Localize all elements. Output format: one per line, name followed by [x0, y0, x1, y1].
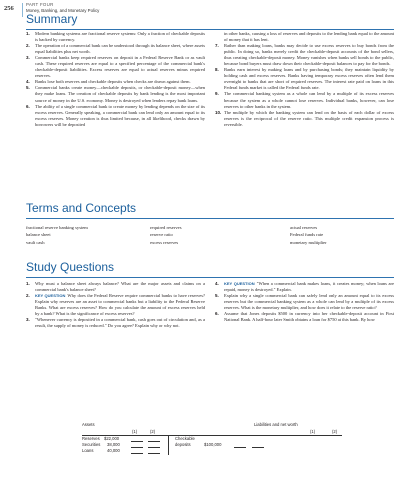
item-body: Banks earn interest by making loans and by purchasing bonds; they maintain liquidity by holding cash and excess reserves. Banks having temporary excess reserves often lend them overnight to banks that are short of required reserves. The interest rate paid on loans in this Federal funds market is called the Federal funds rate.	[224, 67, 394, 91]
part-label: PART FOUR	[26, 2, 54, 7]
item-text	[224, 293, 394, 311]
term: monetary multiplier	[290, 239, 327, 245]
asset-label: Securities	[82, 442, 101, 447]
item-body: in other banks, causing a loss of reserves and deposits to the lending bank equal to the amount of money that it has lent.	[224, 31, 394, 43]
item-number: 3.	[26, 317, 30, 323]
item-number: 5.	[215, 293, 219, 299]
key-question-label: KEY QUESTION	[35, 293, 66, 299]
answer-blank[interactable]	[252, 447, 264, 448]
list-item	[26, 55, 205, 79]
column-header: (1)	[132, 429, 138, 434]
item-text	[224, 281, 394, 293]
study-right-column	[215, 281, 394, 323]
column-header: (2)	[332, 429, 338, 434]
list-item	[26, 317, 205, 329]
summary-rule	[26, 29, 394, 30]
term: actual reserves	[290, 225, 318, 230]
study-heading: Study Questions	[26, 260, 115, 274]
item-text	[224, 31, 394, 43]
item-number: 4.	[26, 79, 30, 85]
study-left-column	[26, 281, 205, 329]
item-number: 4.	[215, 281, 219, 286]
item-number: 6.	[26, 103, 30, 109]
item-text	[35, 85, 205, 103]
item-body: The commercial banking system as a whole can lend by a multiple of its excess reserves because the system as a whole cannot lose reserves. Individual banks, however, can lose reserves to other banks in the system.	[224, 91, 394, 109]
list-item	[215, 311, 394, 323]
list-item	[26, 281, 205, 293]
list-item	[215, 110, 394, 128]
item-body: "Whenever currency is deposited in a commercial bank, cash goes out of circulation and, as a result, the supply of money is reduced." Do you agree? Explain why or why not.	[35, 317, 205, 329]
item-text	[35, 317, 205, 329]
item-text	[224, 67, 394, 91]
item-number: 6.	[215, 311, 219, 317]
item-body: Commercial banks create money—checkable deposits, or checkable-deposit money—when they make loans. The creation of checkable deposits by bank lending is the most important source of money in the U.S. economy. Money is destroyed when lenders repay bank loans.	[35, 85, 205, 103]
page-number: 256	[4, 5, 14, 12]
term: reserve ratio	[150, 232, 173, 238]
header-divider	[22, 3, 23, 17]
item-body: Why does the Federal Reserve require commercial banks to have reserves? Explain why reserves are an asset to commercial banks but a liability to the Federal Reserve Banks. What are excess reserves? How do you calculate the amount of excess reserves held by a bank? What is the significance of excess reserves?	[35, 293, 205, 317]
asset-value: 38,000	[107, 442, 120, 447]
item-body: Explain why a single commercial bank can safely lend only an amount equal to its excess reserves but the commercial banking system as a whole can lend by a multiple of its excess reserves. What is the monetary multiplier, and how does it relate to the reserve ratio?	[224, 293, 394, 311]
list-item	[26, 43, 205, 55]
column-header: (2)	[150, 429, 156, 434]
term: Federal funds rate	[290, 232, 324, 238]
item-text	[35, 293, 205, 317]
list-item	[26, 31, 205, 43]
list-item	[215, 91, 394, 109]
list-item	[215, 31, 394, 43]
item-number: 9.	[215, 91, 219, 97]
item-number	[215, 31, 224, 43]
liabilities-header: Liabilities and net worth	[254, 422, 298, 427]
item-number: 7.	[215, 43, 219, 49]
list-item	[215, 281, 394, 293]
item-body: "When a commercial bank makes loans, it creates money; when loans are repaid, money is destroyed." Explain.	[224, 281, 394, 293]
assets-header: Assets	[82, 422, 95, 427]
item-text	[224, 91, 394, 109]
answer-blank[interactable]	[131, 441, 143, 442]
item-text	[35, 104, 205, 128]
item-number: 2.	[26, 293, 30, 299]
item-body: The operation of a commercial bank can be understood through its balance sheet, where assets equal liabilities plus net worth.	[35, 43, 205, 55]
answer-blank[interactable]	[234, 447, 246, 448]
item-number: 8.	[215, 67, 219, 73]
item-text	[35, 43, 205, 55]
item-text	[35, 31, 205, 43]
asset-label: Loans	[82, 448, 94, 453]
terms-rule	[26, 218, 394, 219]
liability-value: $100,000	[204, 442, 222, 447]
item-text	[35, 281, 205, 293]
summary-right-column	[215, 31, 394, 128]
item-text	[224, 43, 394, 67]
item-body: Assume that Jones deposits $500 in currency into her checkable-deposit account in First National Bank. A half-hour later Smith obtains a loan for $750 at this bank. By how	[224, 311, 394, 323]
term: balance sheet	[26, 232, 51, 238]
answer-blank[interactable]	[148, 447, 160, 448]
answer-blank[interactable]	[131, 447, 143, 448]
term: excess reserves	[150, 239, 179, 245]
study-rule	[26, 277, 394, 278]
list-item	[26, 104, 205, 128]
list-item	[26, 85, 205, 103]
column-header: (1)	[310, 429, 316, 434]
item-body: Rather than making loans, banks may decide to use excess reserves to buy bonds from the public. In doing so, banks merely credit the checkable-deposit accounts of the bond sellers, thus creating checkable-deposit money. Money vanishes when banks sell bonds to the public, because bond buyers must draw down their checkable-deposit balances to pay for the bonds.	[224, 43, 394, 67]
list-item	[26, 293, 205, 317]
item-number: 1.	[26, 31, 30, 36]
table-divider	[168, 435, 169, 455]
key-question-label: KEY QUESTION	[224, 281, 255, 286]
terms-heading: Terms and Concepts	[26, 201, 137, 215]
list-item	[215, 67, 394, 91]
asset-label: Reserves	[82, 436, 100, 441]
item-body: Modern banking systems are fractional reserve systems: Only a fraction of checkable deposits is backed by currency.	[35, 31, 205, 43]
item-body: The multiple by which the banking system can lend on the basis of each dollar of excess reserves is the reciprocal of the reserve ratio. This multiple credit expansion process is reversible.	[224, 109, 394, 127]
liability-label: deposits	[175, 442, 191, 447]
asset-value: 40,000	[107, 448, 120, 453]
item-text	[224, 311, 394, 323]
item-text	[224, 110, 394, 128]
term: required reserves	[150, 225, 182, 230]
list-item	[215, 43, 394, 67]
table-rule	[82, 435, 342, 436]
item-body: Banks lose both reserves and checkable deposits when checks are drawn against them.	[35, 79, 191, 85]
term: vault cash	[26, 239, 45, 245]
item-body: The ability of a single commercial bank to create money by lending depends on the size of its excess reserves. Generally speaking, a commercial bank can lend only an amount equal to its excess reserves. Money creation is thus limited because, in all likelihood, checks drawn by borrowers will be deposited	[35, 103, 205, 127]
summary-left-column	[26, 31, 205, 128]
term: fractional reserve banking system	[26, 225, 88, 230]
answer-blank[interactable]	[148, 453, 160, 454]
item-number: 10.	[215, 109, 222, 115]
item-number: 2.	[26, 43, 30, 49]
liability-label: Checkable	[175, 436, 195, 441]
item-number: 5.	[26, 85, 30, 91]
asset-value: $22,000	[104, 436, 120, 441]
item-body: Commercial banks keep required reserves on deposit in a Federal Reserve Bank or as vault cash. These required reserves are equal to a specified percentage of the commercial bank's checkable-deposit liabilities. Excess reserves are equal to actual reserves minus required reserves.	[35, 55, 205, 79]
answer-blank[interactable]	[148, 441, 160, 442]
item-text	[35, 55, 205, 79]
item-number: 3.	[26, 55, 30, 61]
item-number: 1.	[26, 281, 30, 286]
list-item	[215, 293, 394, 311]
item-body: Why must a balance sheet always balance? What are the major assets and claims on a commercial bank's balance sheet?	[35, 281, 205, 293]
chapter-title: Money, Banking, and Monetary Policy	[26, 8, 100, 13]
answer-blank[interactable]	[131, 453, 143, 454]
summary-heading: Summary	[26, 12, 78, 26]
